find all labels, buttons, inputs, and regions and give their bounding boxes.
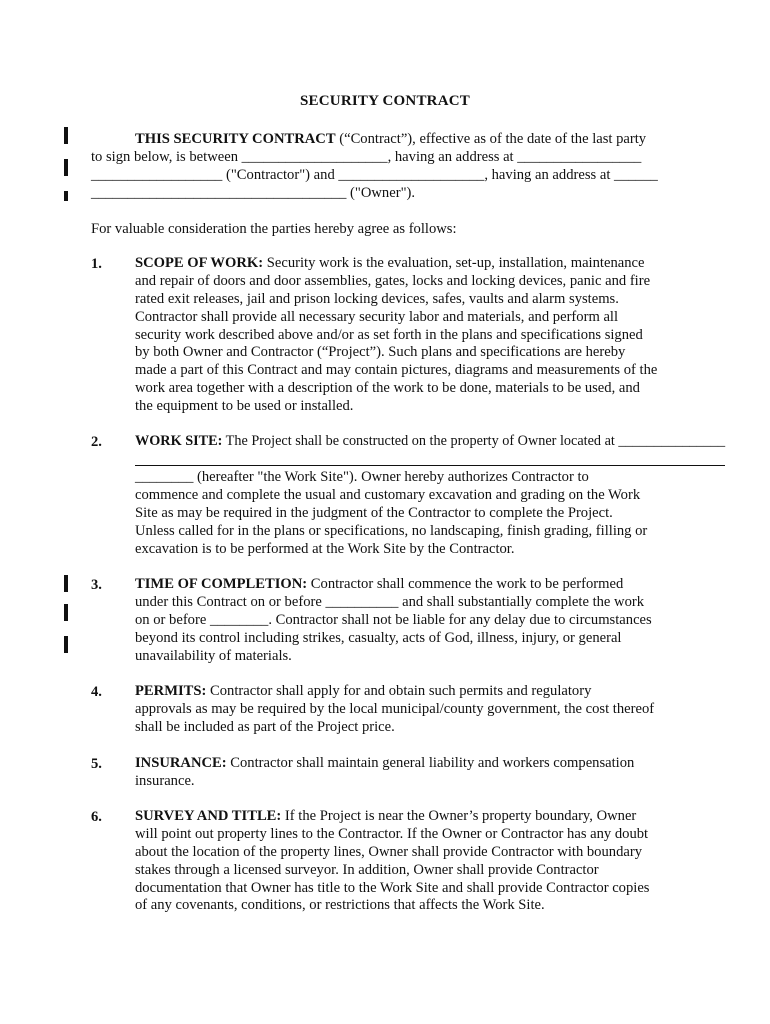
section-permits <box>135 683 680 737</box>
blank-line <box>135 465 725 466</box>
section-number: 2. <box>91 434 102 450</box>
section-line: Security work is the evaluation, set-up, installation, maintenance <box>263 255 645 271</box>
document-title: SECURITY CONTRACT <box>300 93 470 109</box>
revision-bar <box>64 636 68 653</box>
section-line: on or before ________. Contractor shall not be liable for any delay due to circumstances <box>135 611 652 628</box>
section-line: shall be included as part of the Project price. <box>135 718 395 735</box>
section-time-of-completion <box>135 576 680 665</box>
section-line: of any covenants, conditions, or restrictions that affects the Work Site. <box>135 897 545 914</box>
section-line: security work described above and/or as set forth in the plans and specifications signed <box>135 326 643 343</box>
section-work-site <box>135 433 726 451</box>
section-work-site-continued <box>135 469 680 558</box>
section-scope-of-work <box>135 255 680 416</box>
section-line: excavation is to be performed at the Work Site by the Contractor. <box>135 540 515 557</box>
section-line: Site as may be required in the judgment of the Contractor to complete the Project. <box>135 504 613 521</box>
section-heading: SCOPE OF WORK: <box>135 255 264 271</box>
section-line: Contractor shall maintain general liability and workers compensation <box>226 755 635 771</box>
intro-lead: THIS SECURITY CONTRACT <box>135 131 336 147</box>
section-line: and repair of doors and door assemblies, gates, locks and locking devices, panic and fire <box>135 272 651 289</box>
section-line: made a part of this Contract and may contain pictures, diagrams and measurements of the <box>135 362 658 379</box>
intro-line: (“Contract”), effective as of the date of the last party <box>335 131 647 147</box>
section-line: about the location of the property lines, Owner shall provide Contractor with boundary <box>135 843 643 860</box>
section-line: unavailability of materials. <box>135 647 292 664</box>
intro-line: ___________________________________ ("Owner"). <box>91 185 416 201</box>
section-heading: WORK SITE: <box>135 433 223 449</box>
section-survey-and-title <box>135 808 680 915</box>
section-line: approvals as may be required by the local municipal/county government, the cost thereof <box>135 700 655 717</box>
section-heading: TIME OF COMPLETION: <box>135 576 308 592</box>
section-insurance <box>135 755 680 791</box>
section-line: ________ (hereafter "the Work Site"). Owner hereby authorizes Contractor to <box>135 469 589 485</box>
section-line: under this Contract on or before __________ and shall substantially complete the work <box>135 593 645 610</box>
section-line: Contractor shall commence the work to be performed <box>307 576 624 592</box>
section-line: rated exit releases, jail and prison locking devices, safes, vaults and alarm systems. <box>135 290 619 307</box>
section-heading: INSURANCE: <box>135 755 227 771</box>
revision-bar <box>64 191 68 201</box>
consideration-text: For valuable consideration the parties hereby agree as follows: <box>91 221 457 237</box>
section-number: 5. <box>91 756 102 772</box>
section-line: If the Project is near the Owner’s property boundary, Owner <box>281 808 637 824</box>
section-number: 1. <box>91 256 102 272</box>
revision-bar <box>64 159 68 176</box>
section-line: by both Owner and Contractor (“Project”). Such plans and specifications are hereby <box>135 344 626 361</box>
section-heading: SURVEY AND TITLE: <box>135 808 282 824</box>
section-number: 3. <box>91 577 102 593</box>
section-line: Unless called for in the plans or specifications, no landscaping, finish grading, filling or <box>135 522 648 539</box>
section-line: will point out property lines to the Contractor. If the Owner or Contractor has any doubt <box>135 825 649 842</box>
revision-bar <box>64 127 68 144</box>
intro-line: to sign below, is between ____________________, having an address at _________________ <box>91 149 642 165</box>
section-line: Contractor shall apply for and obtain such permits and regulatory <box>206 683 592 699</box>
section-line: documentation that Owner has title to the Work Site and shall provide Contractor copies <box>135 879 650 896</box>
section-number: 4. <box>91 684 102 700</box>
section-line: work area together with a description of the work to be done, materials to be used, and <box>135 380 640 397</box>
section-line: stakes through a licensed surveyor. In addition, Owner shall provide Contractor <box>135 861 599 878</box>
section-line: Contractor shall provide all necessary security labor and materials, and perform all <box>135 308 619 325</box>
revision-bar <box>64 575 68 592</box>
section-line: beyond its control including strikes, casualty, acts of God, illness, injury, or general <box>135 629 622 646</box>
section-line: commence and complete the usual and customary excavation and grading on the Work <box>135 486 641 503</box>
intro-paragraph <box>91 130 658 202</box>
intro-line: __________________ ("Contractor") and ____________________, having an address at ______ <box>91 167 658 183</box>
section-line: The Project shall be constructed on the property of Owner located at _______________ <box>222 433 726 449</box>
section-number: 6. <box>91 809 102 825</box>
revision-bar <box>64 604 68 621</box>
section-line: insurance. <box>135 772 195 789</box>
section-line: the equipment to be used or installed. <box>135 398 354 415</box>
section-heading: PERMITS: <box>135 683 207 699</box>
